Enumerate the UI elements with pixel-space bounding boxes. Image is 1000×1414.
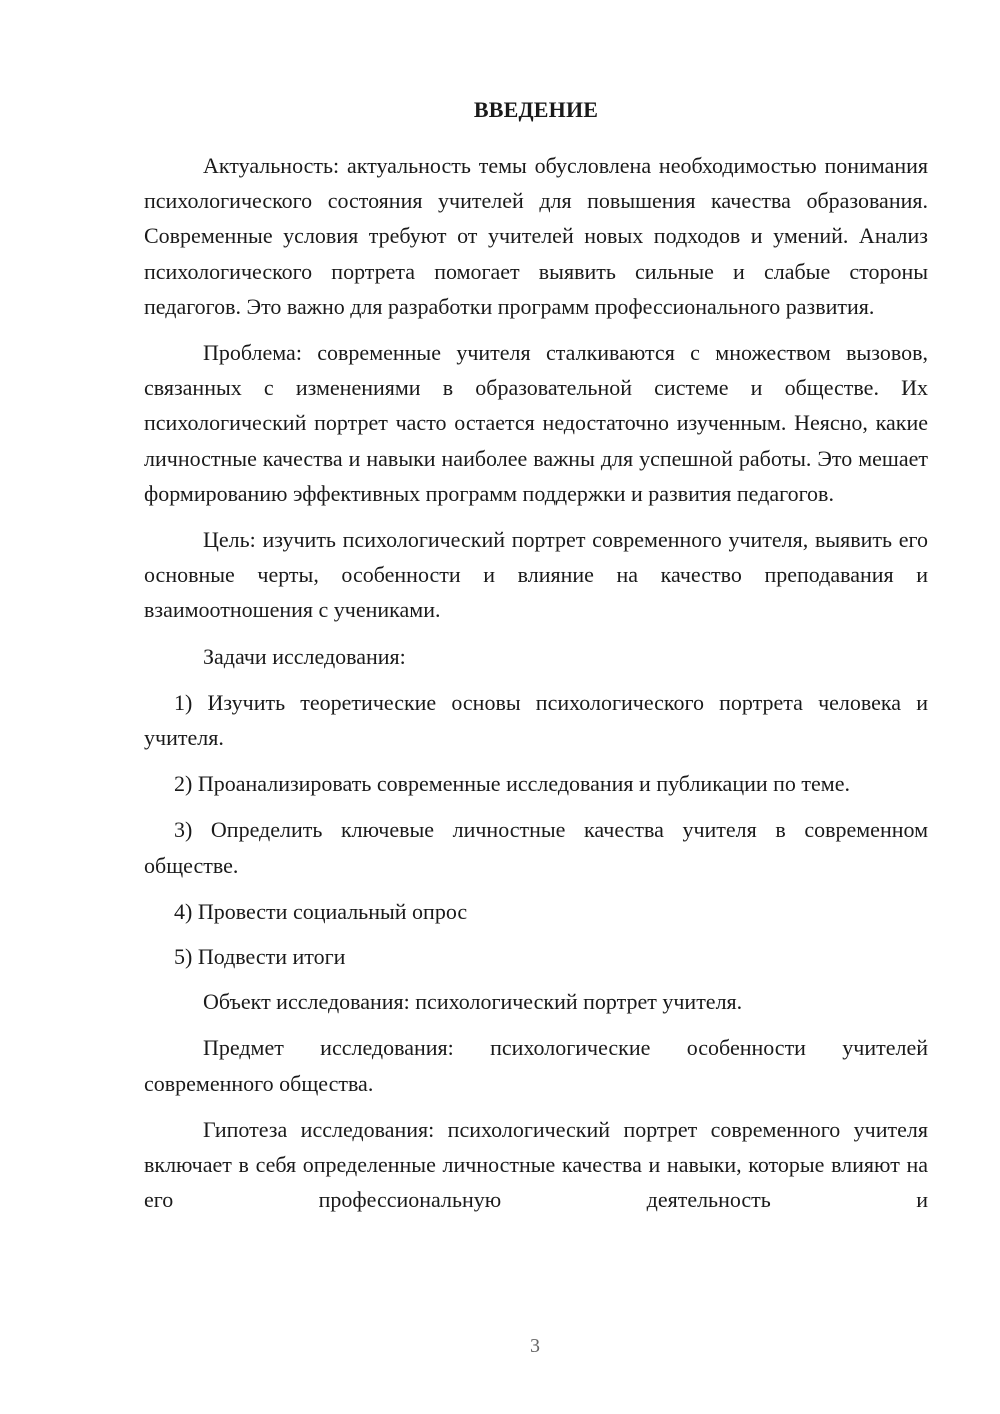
- tasks-title: Задачи исследования:: [203, 643, 406, 669]
- task-item-4: 4) Провести социальный опрос: [174, 898, 468, 924]
- problem-paragraph: Проблема: современные учителя сталкиваются с множеством вызовов, связанных с изменениями в образовательной системе и обществе. Их психологический портрет часто остается недостаточно изученным. Неясно, какие личностные качества и навыки наиболее важны для успешной работы. Это мешает формированию эффективных программ поддержки и развития педагогов.: [144, 340, 928, 506]
- task-item-2: 2) Проанализировать современные исследования и публикации по теме.: [174, 771, 850, 797]
- page-number: 3: [530, 1335, 540, 1357]
- hypothesis-paragraph: Гипотеза исследования: психологический портрет современного учителя включает в себя определенные личностные качества и навыки, которые влияют на его профессиональную деятельность и: [144, 1116, 928, 1213]
- task-item-1: 1) Изучить теоретические основы психологического портрета человека и учителя.: [144, 689, 928, 751]
- subject-paragraph: Предмет исследования: психологические особенности учителей современного общества.: [144, 1035, 928, 1096]
- section-heading: ВВЕДЕНИЕ: [473, 97, 599, 122]
- object-paragraph: Объект исследования: психологический портрет учителя.: [203, 989, 743, 1015]
- document-page: [144, 92, 928, 1217]
- task-item-5: 5) Подвести итоги: [174, 944, 346, 970]
- task-item-3: 3) Определить ключевые личностные качества учителя в современном обществе.: [144, 817, 928, 878]
- relevance-paragraph: Актуальность: актуальность темы обусловлена необходимостью понимания психологического состояния учителей для повышения качества образования. Современные условия требуют от учителей новых подходов и умений. Анализ психологического портрета помогает выявить сильные и слабые стороны педагогов. Это важно для разработки программ профессионального развития.: [144, 153, 928, 319]
- goal-paragraph: Цель: изучить психологический портрет современного учителя, выявить его основные черты, особенности и влияние на качество преподавания и взаимоотношения с учениками.: [144, 527, 928, 623]
